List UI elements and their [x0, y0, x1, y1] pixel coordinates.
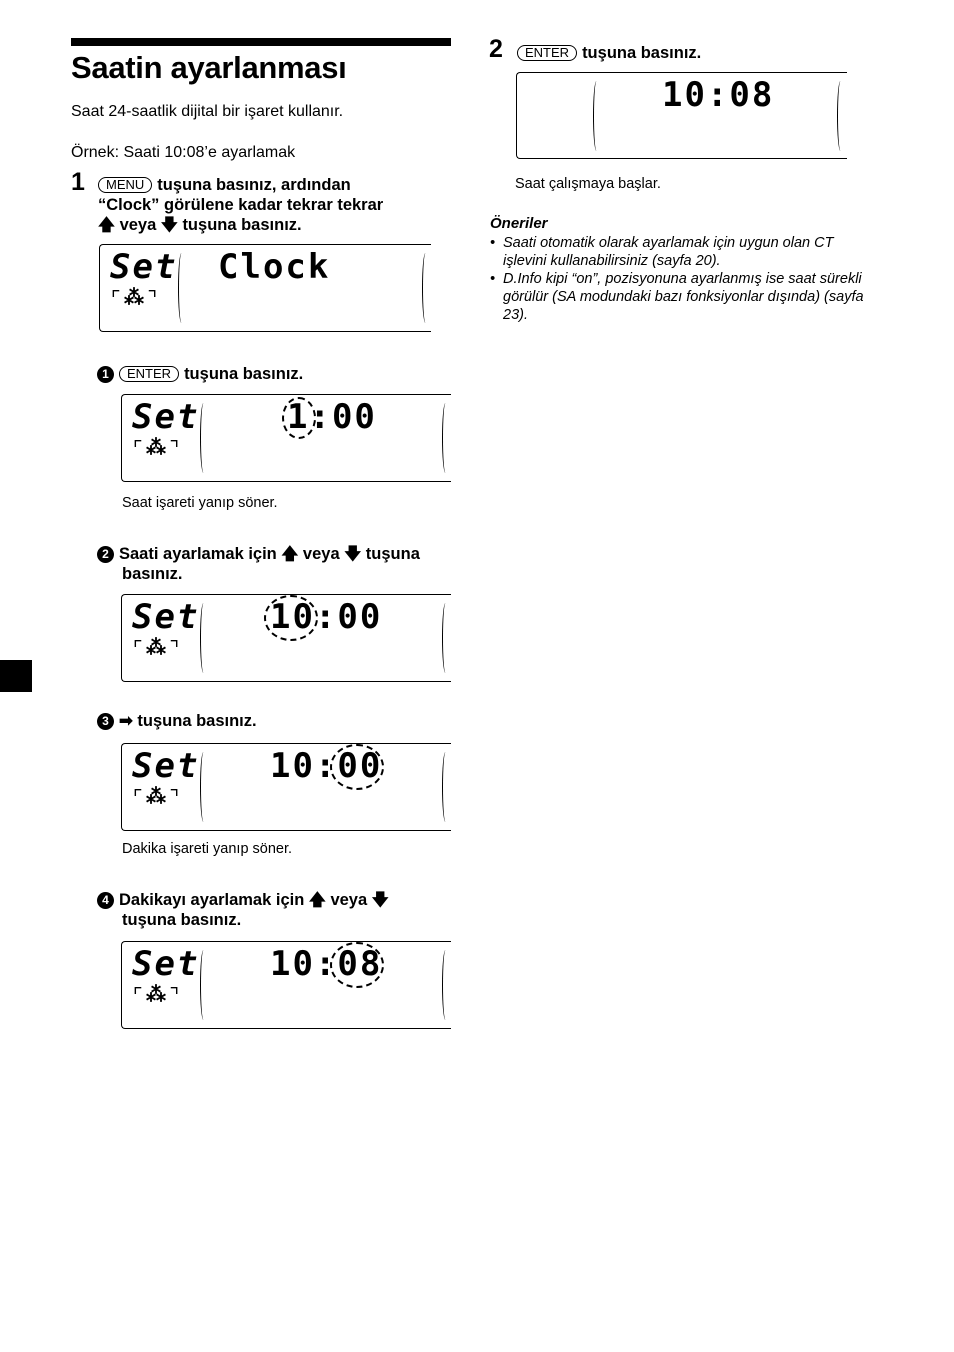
lcd-right-bracket: [837, 81, 844, 151]
lcd-right-bracket: [442, 752, 449, 822]
lcd-set-label: Set: [110, 247, 178, 287]
list-item: • Saati otomatik olarak ayarlamak için uygun olan CT işlevini kullanabilirsiniz (sayfa 20).: [490, 235, 834, 269]
lcd-left-bracket: [593, 81, 600, 151]
up-arrow-icon: 🡅: [308, 891, 326, 909]
lcd-right-bracket: [442, 603, 449, 673]
lcd-set-label: Set: [132, 944, 200, 984]
step-2-text: ENTER tuşuna basınız.: [517, 43, 701, 63]
lcd-sub-4: [121, 941, 451, 1029]
step-2-number: 2: [489, 35, 503, 63]
notes-title: Öneriler: [490, 215, 548, 232]
step-1-text: MENU tuşuna basınız, ardından “Clock” görülene kadar tekrar tekrar 🡅 veya 🡇 tuşuna basınız.: [98, 176, 384, 234]
lcd-time: 10:00: [270, 746, 383, 786]
page-title: Saatin ayarlanması: [71, 50, 347, 85]
lcd-right-bracket: [422, 253, 429, 323]
lcd-time: 10:08: [270, 944, 383, 984]
blink-indicator-minute: [330, 942, 384, 988]
lcd-divider: [178, 253, 185, 323]
lcd-set-label: Set: [132, 746, 200, 786]
sub-1-caption: Saat işareti yanıp söner.: [122, 495, 278, 511]
lcd-set-label: Set: [132, 397, 200, 437]
list-item: • D.Info kipi “on”, pozisyonuna ayarlanmış ise saat sürekli görülür (SA modundaki bazı fonksiyonlar dışında) (sayfa 23).: [490, 271, 864, 323]
sub-step-2-text: 2 Saati ayarlamak için 🡅 veya 🡇 tuşuna basınız.: [97, 544, 457, 584]
lcd-time: 10:08: [662, 75, 775, 115]
intro-text: Saat 24-saatlik dijital bir işaret kullanır.: [71, 103, 344, 120]
lcd-time: 10:00: [270, 597, 383, 637]
lcd-step-2: [516, 72, 847, 159]
lcd-set-icon: ⌜⁂⌝: [132, 982, 183, 1006]
lcd-right-bracket: [442, 950, 449, 1020]
lcd-clock-label: Clock: [218, 247, 331, 287]
lcd-divider: [200, 403, 207, 473]
example-text: Örnek: Saati 10:08’e ayarlamak: [71, 144, 296, 161]
lcd-sub-2: [121, 594, 451, 682]
sub-3-caption: Dakika işareti yanıp söner.: [122, 841, 293, 857]
menu-key: MENU: [98, 177, 152, 193]
down-arrow-icon: 🡇: [371, 891, 389, 909]
notes-list: [490, 234, 880, 324]
lcd-divider: [200, 950, 207, 1020]
lcd-divider: [200, 603, 207, 673]
lcd-time: 1:00: [287, 397, 377, 437]
sub-step-4-text: 4 Dakikayı ayarlamak için 🡅 veya 🡇 tuşuna basınız.: [97, 890, 457, 930]
lcd-sub-3: [121, 743, 451, 831]
lcd-set-icon: ⌜⁂⌝: [110, 285, 161, 309]
down-arrow-icon: 🡇: [344, 545, 362, 563]
up-arrow-icon: 🡅: [98, 216, 115, 234]
right-arrow-icon: ➡: [119, 712, 133, 730]
lcd-set-icon: ⌜⁂⌝: [132, 435, 183, 459]
sub-step-1-text: 1 ENTER tuşuna basınız.: [97, 364, 303, 384]
lcd-set-icon: ⌜⁂⌝: [132, 784, 183, 808]
title-rule: [71, 38, 451, 46]
lcd-right-bracket: [442, 403, 449, 473]
blink-indicator-hour: [264, 595, 318, 641]
lcd-set-label: Set: [132, 597, 200, 637]
sub-step-3-text: 3 ➡ tuşuna basınız.: [97, 711, 257, 731]
enter-key: ENTER: [119, 366, 179, 382]
blink-indicator-hour: [282, 397, 316, 439]
up-arrow-icon: 🡅: [281, 545, 299, 563]
lcd-step-1: [99, 244, 431, 332]
step-2-caption: Saat çalışmaya başlar.: [515, 176, 661, 192]
down-arrow-icon: 🡇: [160, 216, 178, 234]
step-1-number: 1: [71, 168, 85, 196]
lcd-sub-1: [121, 394, 451, 482]
section-tab-marker: [0, 660, 32, 692]
blink-indicator-minute: [330, 744, 384, 790]
lcd-set-icon: ⌜⁂⌝: [132, 635, 183, 659]
lcd-divider: [200, 752, 207, 822]
enter-key: ENTER: [517, 45, 577, 61]
